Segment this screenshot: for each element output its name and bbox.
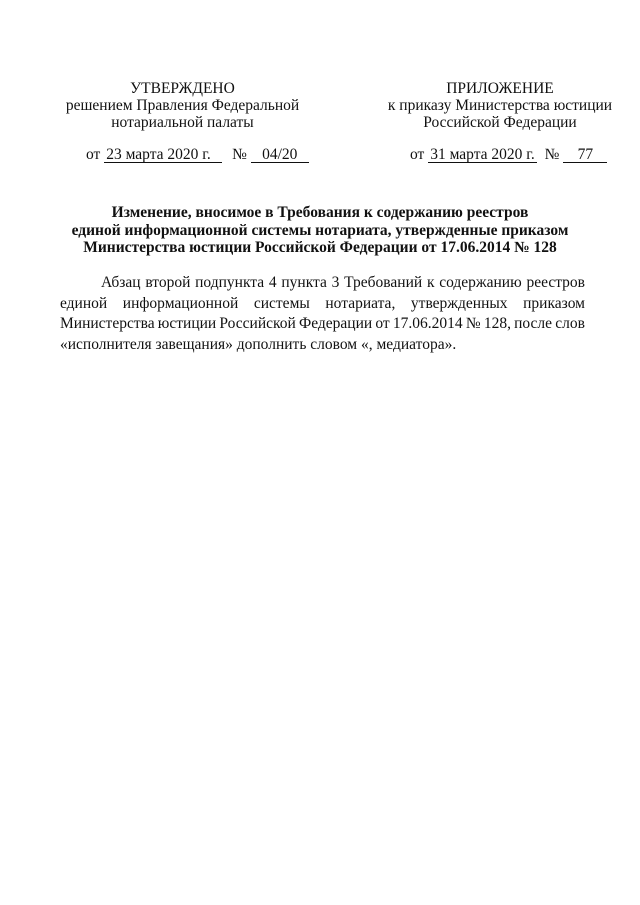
body-word: 4 <box>268 274 277 291</box>
body-word: системы <box>253 294 310 312</box>
body-word: единой <box>60 294 108 312</box>
body-line-2 <box>60 294 585 315</box>
approved-authority-cont: нотариальной палаты <box>111 114 254 131</box>
appendix-stamp <box>375 80 625 131</box>
body-word: Требований <box>344 274 423 291</box>
body-word: к <box>426 274 435 291</box>
appendix-date: 31 марта 2020 г. <box>430 146 535 163</box>
appendix-date-line <box>410 146 607 163</box>
body-word: Российской <box>219 315 296 332</box>
body-word: 3 <box>331 274 340 291</box>
body-word: 17.06.2014 <box>392 315 463 332</box>
appendix-ministry: Российской Федерации <box>423 114 577 131</box>
approved-authority: решением Правления Федеральной <box>65 97 300 114</box>
body-word: реестров <box>526 274 585 291</box>
body-word: содержанию <box>439 274 522 291</box>
body-line-1 <box>60 273 585 294</box>
body-word: Министерства <box>60 315 155 332</box>
body-line-4: «исполнителя завещания» дополнить словом «, медиатора». <box>60 335 457 353</box>
body-word: после <box>514 315 553 332</box>
appendix-number-sign: № <box>544 146 560 163</box>
body-word: нотариата, <box>325 294 396 312</box>
body-word: информационной <box>122 294 239 312</box>
document-title <box>60 204 580 257</box>
body-word: № <box>465 315 481 332</box>
body-line-3 <box>60 314 585 335</box>
title-line-1: Изменение, вносимое в Требования к содержанию реестров <box>111 204 529 221</box>
body-word: пункта <box>281 274 327 291</box>
title-line-3: Министерства юстиции Российской Федерации от 17.06.2014 № 128 <box>83 239 557 256</box>
approval-stamp <box>60 80 305 131</box>
appendix-number: 77 <box>563 147 607 163</box>
body-word: второй <box>145 274 191 291</box>
body-word: 128, <box>483 315 511 332</box>
approved-date-line <box>86 146 309 163</box>
body-word: Федерации <box>298 315 373 332</box>
body-word: юстиции <box>157 315 217 332</box>
approved-date-prefix: от <box>86 146 101 163</box>
appendix-order: к приказу Министерства юстиции <box>387 97 613 114</box>
approved-number: 04/20 <box>251 147 309 163</box>
appendix-heading: ПРИЛОЖЕНИЕ <box>446 80 554 97</box>
body-word: Абзац <box>101 274 141 291</box>
approved-date: 23 марта 2020 г. <box>104 147 222 163</box>
body-word: приказом <box>523 294 585 312</box>
approved-number-sign: № <box>232 146 247 163</box>
body-word: утвержденных <box>410 294 508 312</box>
approved-heading: УТВЕРЖДЕНО <box>130 80 235 97</box>
body-word: слов <box>555 315 585 332</box>
body-word: от <box>375 315 390 332</box>
body-word: подпункта <box>195 274 265 291</box>
title-line-2: единой информационной системы нотариата, утвержденные приказом <box>71 221 569 239</box>
appendix-date-prefix: от <box>410 146 425 163</box>
document-body <box>60 273 585 355</box>
